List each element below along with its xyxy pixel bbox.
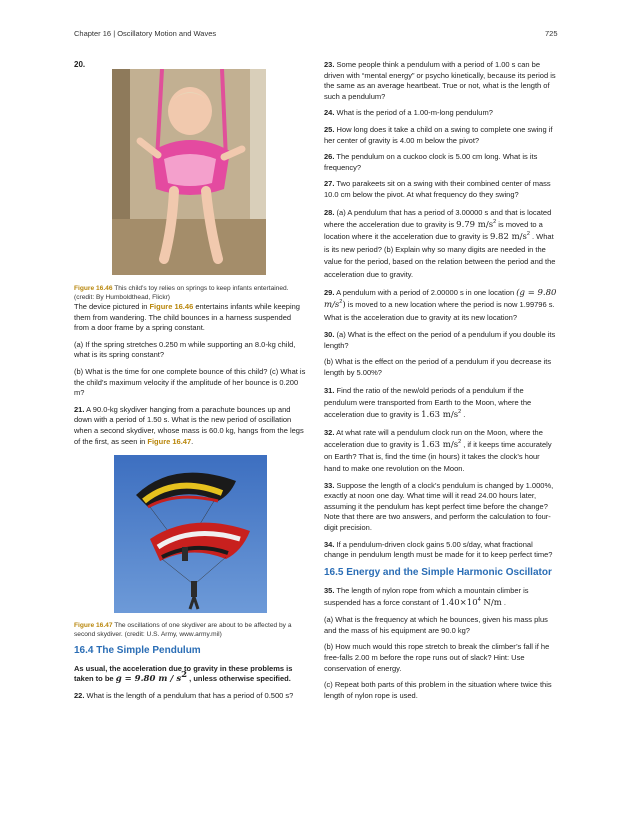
- problem-35a: (a) What is the frequency at which he bounces, given his mass plus and the mass of his equipment are 90.0 kg?: [324, 615, 548, 635]
- figure-16-47-image: [114, 455, 267, 613]
- problem-35c: (c) Repeat both parts of this problem in the situation where twice this length of nylon rope is used.: [324, 680, 552, 700]
- problem-35b: (b) How much would this rope stretch to break the climber’s fall if he free-falls 2.00 m before the rope runs out of slack? Hint: Use conservation of energy.: [324, 642, 550, 673]
- problem-31: 31. Find the ratio of the new/old periods of a pendulum if the pendulum were transported from Earth to the Moon, where the acceleration due to gravity is 1.63 $m/s^2$ .: [324, 385, 532, 420]
- problem-23: 23. Some people think a pendulum with a period of 1.00 s can be driven with “mental energy” or psycho kinetically, because its period is the same as an average heartbeat. True or not, what is the length of such a pendulum?: [324, 60, 556, 101]
- problem-25: 25. How long does it take a child on a swing to complete one swing if her center of gravity is 4.00 m below the pivot?: [324, 124, 553, 145]
- problem-20b: (b) What is the time for one complete bounce of this child? (c) What is the child’s maximum velocity if the amplitude of her bounce is 0.200 m?: [74, 366, 306, 398]
- right-column: [324, 60, 558, 707]
- problem-30b: (b) What is the effect on the period of a pendulum if you decrease its length by 5.00%?: [324, 357, 552, 377]
- problem-27: 27. Two parakeets sit on a swing with their combined center of mass 10.0 cm below the pivot. At what frequency do they swing?: [324, 179, 551, 199]
- figure-16-46-link[interactable]: Figure 16.46: [149, 302, 194, 311]
- problem-34: 34. If a pendulum-driven clock gains 5.00 s/day, what fractional change in pendulum length must be made for it to keep perfect time?: [324, 539, 553, 560]
- left-column: [74, 60, 306, 707]
- figure-16-46-caption: Figure 16.46 This child’s toy relies on springs to keep infants entertained. (credit: By Humboldthead, Flickr): [74, 285, 289, 301]
- problem-29: 29. A pendulum with a period of 2.00000 s in one location (g = 9.80 $m/s^2$) is moved to a new location where the period is now 1.99796 s. What is the acceleration due to gravity at its new location?: [324, 287, 557, 322]
- running-header: Chapter 16 | Oscillatory Motion and Waves: [74, 29, 217, 38]
- section-16-4-title: 16.4 The Simple Pendulum: [74, 645, 201, 657]
- problem-22: 22. What is the length of a pendulum that has a period of 0.500 s?: [74, 690, 294, 700]
- problem-28: 28. (a) A pendulum that has a period of 3.00000 s and that is located where the acceleration due to gravity is 9.79 $m/s^2$ is moved to a location where it the acceleration due to gravity is 9.82 $m/s^2$ . What is its new period? (b) Explain why so many digits are needed in the value for the period, based on the relation between the period and the acceleration due to gravity.: [324, 207, 556, 279]
- figure-16-47-caption: Figure 16.47 The oscillations of one skydiver are about to be affected by a second skydiver. (credit: U.S. Army, www.army.mil): [74, 622, 292, 639]
- problem-32: 32. At what rate will a pendulum clock run on the Moon, where the acceleration due to gravity is 1.63 $m/s^2$ , if it keeps time accurately on Earth? That is, find the time (in hours) it takes the clock’s hour hand to make one revolution on the Moon.: [324, 427, 552, 473]
- problem-21: 21. A 90.0-kg skydiver hanging from a parachute bounces up and down with a period of 1.50 s. What is the new period of oscillation when a second skydiver, whose mass is 60.0 kg, hangs from the legs of the first, as seen in Figure 16.47.: [74, 404, 304, 446]
- problem-20-number: 20.: [74, 60, 86, 69]
- problem-30a: 30. (a) What is the effect on the period of a pendulum if you double its length?: [324, 330, 556, 350]
- problem-35: 35. The length of nylon rope from which a mountain climber is suspended has a force constant of $1.40\times 10^4$ N/m .: [324, 586, 529, 609]
- section-16-5-title: 16.5 Energy and the Simple Harmonic Oscillator: [324, 566, 552, 578]
- problem-26: 26. The pendulum on a cuckoo clock is 5.00 cm long. What is its frequency?: [324, 152, 538, 172]
- problem-24: 24. What is the period of a 1.00-m-long pendulum?: [324, 108, 493, 118]
- problem-20-body: The device pictured in Figure 16.46 entertains infants while keeping them from wandering. The child bounces in a harness suspended from a door frame by a spring constant.: [74, 302, 300, 333]
- problem-33: 33. Suppose the length of a clock’s pendulum is changed by 1.000%, exactly at noon one day. What time will it read 24.00 hours later, assuming it the pendulum has kept perfect time before the change? Note that there are two answers, and perform the calculation to four-digit precision.: [324, 480, 554, 532]
- problem-20a: (a) If the spring stretches 0.250 m while supporting an 8.0-kg child, what is its spring constant?: [74, 339, 296, 360]
- figure-16-46-image: [112, 69, 266, 275]
- figure-16-47-link[interactable]: Figure 16.47: [147, 436, 192, 446]
- section-16-4-intro: As usual, the acceleration due to gravity in these problems is taken to be g = 9.80 m / $s^2$ , unless otherwise specified.: [74, 663, 293, 685]
- page-number: 725: [545, 29, 558, 38]
